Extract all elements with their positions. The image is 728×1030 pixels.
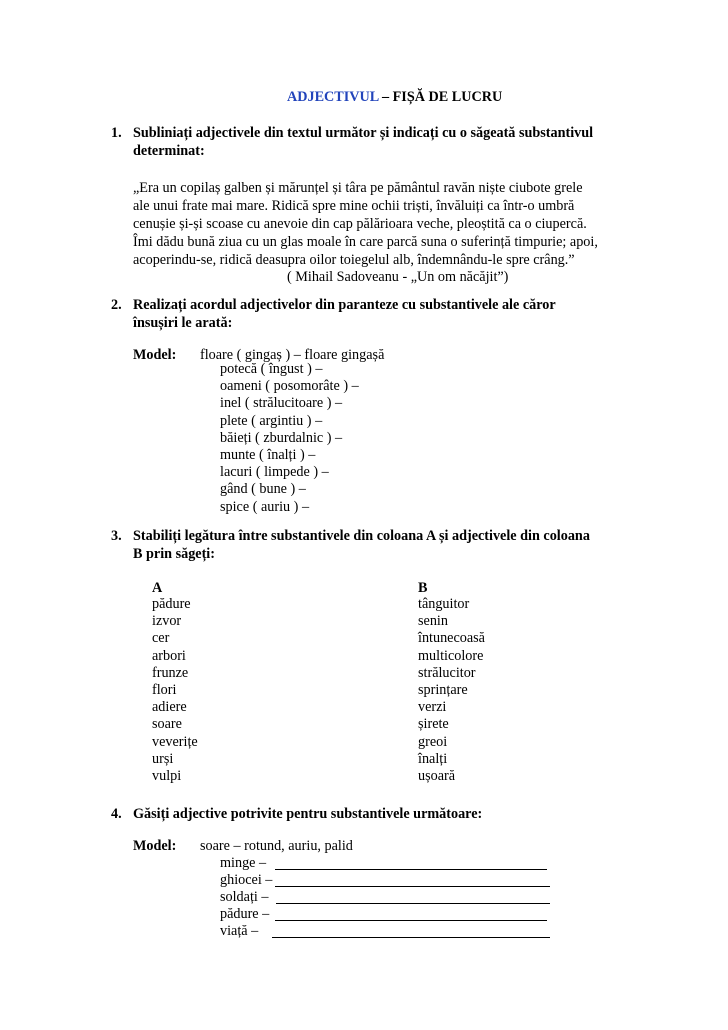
column-a-header: A — [152, 580, 163, 596]
answer-blank[interactable] — [272, 925, 550, 938]
answer-noun: ghiocei – — [220, 872, 273, 888]
question-number: 2. — [111, 297, 122, 313]
list-item: cer — [152, 630, 170, 647]
column-b-list — [418, 596, 485, 785]
question-number: 1. — [111, 125, 122, 141]
question-text: Găsiți adjective potrivite pentru substantivele următoare: — [133, 806, 483, 822]
list-item: frunze — [152, 664, 189, 681]
list-item: pădure — [152, 596, 191, 612]
quote-source: ( Mihail Sadoveanu - „Un om năcăjit”) — [287, 269, 509, 285]
column-b-header: B — [418, 580, 428, 596]
question-number: 3. — [111, 528, 122, 544]
model-example: soare – rotund, auriu, palid — [200, 838, 353, 854]
list-item: arbori — [152, 647, 186, 664]
answer-row — [220, 906, 269, 923]
quote-line: ale unui frate mai mare. Ridică spre mine ochii triști, învăluiți ca într-o umbră — [133, 198, 575, 214]
answer-noun: minge – — [220, 855, 267, 871]
model-label: Model: — [133, 347, 177, 363]
question-text: Stabiliți legătura între substantivele din coloana A și adjectivele din coloana — [133, 528, 590, 544]
list-item: izvor — [152, 613, 182, 630]
column-a-list — [152, 596, 198, 785]
quote-text — [133, 179, 598, 269]
answer-noun: viață – — [220, 923, 259, 939]
answer-row — [220, 889, 268, 906]
title-keyword: ADJECTIVUL — [287, 89, 379, 105]
list-item: inel ( strălucitoare ) – — [220, 395, 343, 412]
list-item: flori — [152, 682, 177, 699]
list-item: potecă ( îngust ) – — [220, 361, 323, 377]
quote-line: acoperindu-se, ridică deasupra oilor toiegelul alb, îndemnându-le spre crâng.” — [133, 252, 575, 268]
list-item: urși — [152, 750, 174, 767]
answer-blank[interactable] — [275, 874, 550, 887]
list-item: senin — [418, 613, 448, 630]
list-item: vulpi — [152, 768, 182, 785]
list-item: adiere — [152, 699, 187, 716]
list-item: oameni ( posomorâte ) – — [220, 378, 359, 395]
answer-blank[interactable] — [275, 908, 547, 921]
model-example: floare ( gingaș ) – floare gingașă — [200, 347, 385, 363]
list-item: multicolore — [418, 647, 484, 664]
exercise-list — [220, 361, 359, 516]
list-item: înalți — [418, 750, 448, 767]
list-item: strălucitor — [418, 664, 476, 681]
list-item: băieți ( zburdalnic ) – — [220, 429, 343, 446]
list-item: tânguitor — [418, 596, 470, 612]
answer-row — [220, 855, 266, 872]
question-number: 4. — [111, 806, 122, 822]
answer-noun: pădure – — [220, 906, 270, 922]
answer-row — [220, 872, 272, 889]
answer-noun: soldați – — [220, 889, 269, 905]
quote-line: cenușie și-și scoase cu anevoie din cap pălărioara veche, pleoștită ca o ciupercă. — [133, 216, 587, 232]
page-title — [287, 89, 502, 106]
list-item: veverițe — [152, 733, 198, 750]
question-text: însușiri le arată: — [133, 315, 233, 331]
list-item: întunecoasă — [418, 630, 485, 647]
question-text: B prin săgeți: — [133, 546, 215, 562]
quote-line: Îmi dădu bună ziua cu un glas moale în care parcă suna o suferință timpurie; apoi, — [133, 234, 598, 250]
list-item: sprințare — [418, 682, 468, 699]
list-item: lacuri ( limpede ) – — [220, 464, 329, 481]
quote-line: „Era un copilaș galben și mărunțel și târa pe pământul ravăn niște ciubote grele — [133, 180, 583, 196]
list-item: ușoară — [418, 768, 456, 785]
answer-row — [220, 923, 258, 940]
model-label: Model: — [133, 838, 177, 854]
answer-blank[interactable] — [276, 891, 550, 904]
answer-blank[interactable] — [275, 857, 547, 870]
list-item: plete ( argintiu ) – — [220, 412, 323, 429]
question-text: Subliniați adjectivele din textul următor și indicați cu o săgeată substantivul — [133, 125, 594, 141]
list-item: verzi — [418, 699, 447, 716]
list-item: șirete — [418, 716, 449, 733]
list-item: greoi — [418, 733, 448, 750]
question-text: Realizați acordul adjectivelor din paranteze cu substantivele ale căror — [133, 297, 556, 313]
title-rest: – FIȘĂ DE LUCRU — [378, 89, 503, 105]
question-text: determinat: — [133, 143, 205, 159]
list-item: spice ( auriu ) – — [220, 498, 310, 515]
list-item: gând ( bune ) – — [220, 481, 306, 498]
list-item: soare — [152, 716, 182, 733]
list-item: munte ( înalți ) – — [220, 447, 316, 464]
